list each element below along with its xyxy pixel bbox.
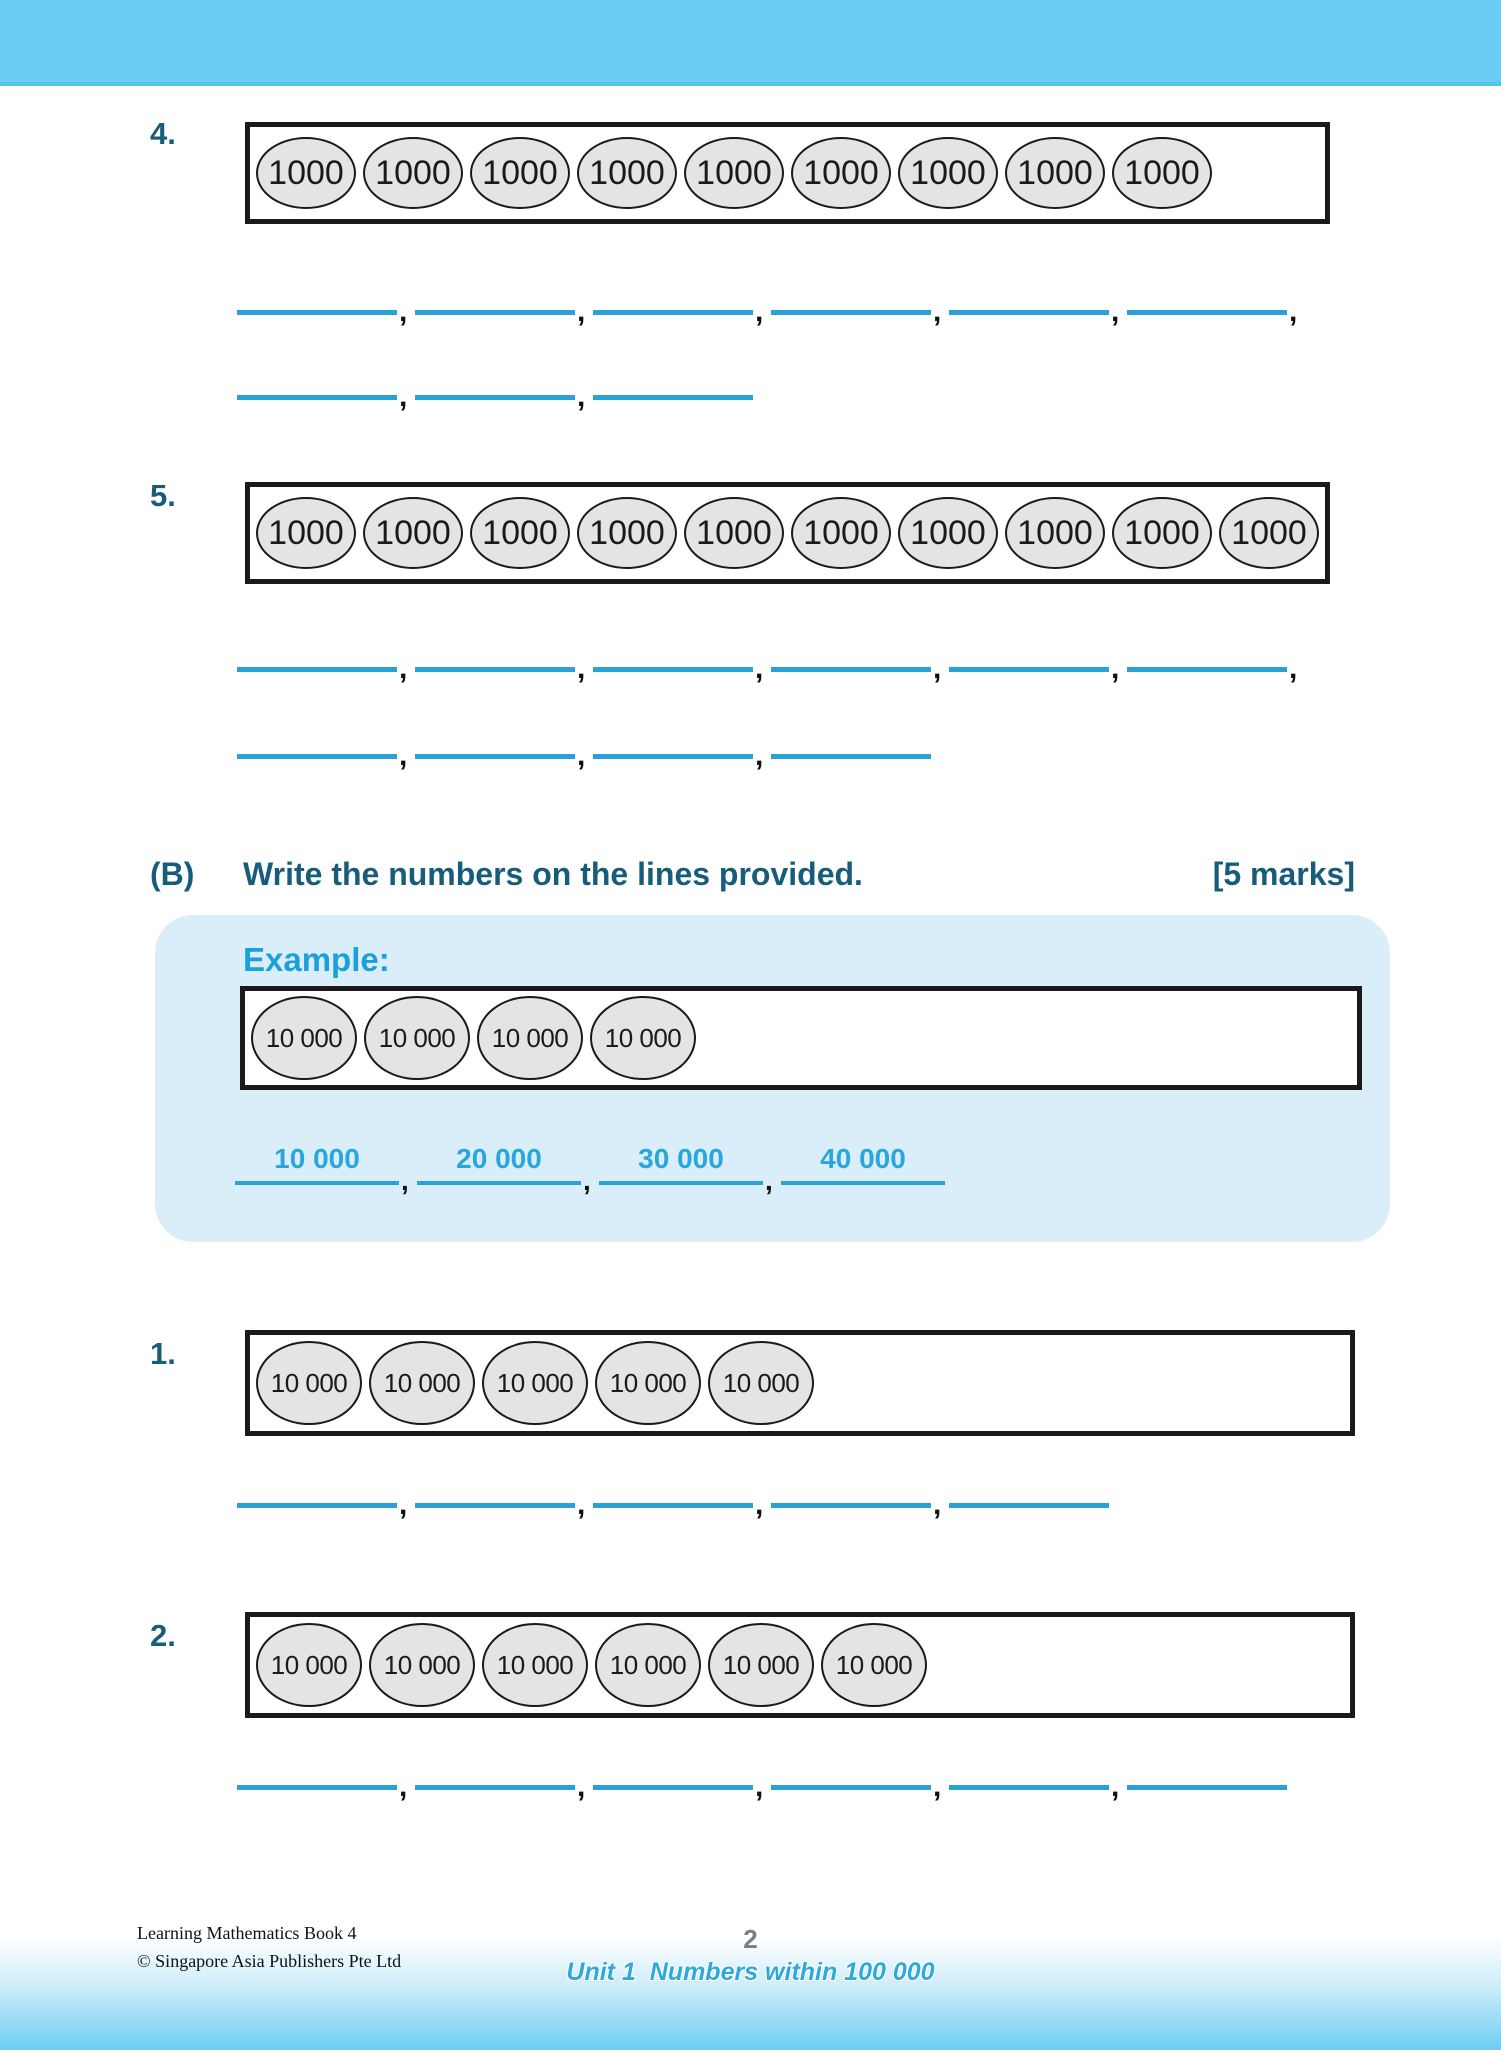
number-disc: 1000 [1005, 137, 1105, 209]
number-disc: 10 000 [364, 996, 470, 1080]
comma-separator: , [1111, 295, 1120, 328]
number-disc: 10 000 [821, 1623, 927, 1707]
number-disc: 1000 [256, 137, 356, 209]
answer-blank [237, 1759, 397, 1790]
answer-blank [771, 1477, 931, 1508]
comma-separator: , [1289, 652, 1298, 685]
disc-box [240, 986, 1362, 1090]
example-answer: 40 000 [781, 1143, 945, 1185]
comma-separator: , [755, 1488, 764, 1521]
number-disc: 1000 [1112, 497, 1212, 569]
number-disc: 10 000 [595, 1623, 701, 1707]
number-disc: 10 000 [482, 1341, 588, 1425]
comma-separator: , [577, 739, 586, 772]
number-disc: 1000 [791, 497, 891, 569]
number-disc: 10 000 [482, 1623, 588, 1707]
comma-separator: , [755, 295, 764, 328]
number-disc: 1000 [898, 137, 998, 209]
question-number: 5. [150, 478, 176, 513]
number-disc: 10 000 [251, 996, 357, 1080]
answer-blank [949, 641, 1109, 672]
answer-blank [1127, 284, 1287, 315]
answer-blank [593, 369, 753, 400]
number-disc: 1000 [363, 137, 463, 209]
answer-blank [771, 284, 931, 315]
comma-separator: , [577, 1488, 586, 1521]
answer-blank [771, 728, 931, 759]
comma-separator: , [933, 1770, 942, 1803]
number-disc: 10 000 [590, 996, 696, 1080]
comma-separator: , [577, 295, 586, 328]
footer-copyright: © Singapore Asia Publishers Pte Ltd [137, 1950, 402, 1971]
section-marks: [5 marks] [1212, 856, 1355, 892]
number-disc: 1000 [470, 497, 570, 569]
comma-separator: , [933, 295, 942, 328]
comma-separator: , [1289, 295, 1298, 328]
comma-separator: , [577, 1770, 586, 1803]
comma-separator: , [399, 1770, 408, 1803]
section-instruction: Write the numbers on the lines provided. [243, 856, 863, 892]
number-disc: 1000 [470, 137, 570, 209]
answer-blank [949, 1759, 1109, 1790]
comma-separator: , [755, 1770, 764, 1803]
section-b-heading [150, 856, 1355, 893]
answer-blank [949, 1477, 1109, 1508]
answer-blank [771, 641, 931, 672]
number-disc: 1000 [1005, 497, 1105, 569]
example-answer: 30 000 [599, 1143, 763, 1185]
number-disc: 1000 [256, 497, 356, 569]
number-disc: 1000 [684, 497, 784, 569]
answer-blank [415, 284, 575, 315]
answer-blank [415, 369, 575, 400]
question-number: 2. [150, 1618, 176, 1653]
answer-line-row [237, 284, 1305, 328]
example-panel [155, 915, 1390, 1242]
example-answer: 20 000 [417, 1143, 581, 1185]
header-band [0, 0, 1501, 86]
number-disc: 1000 [1112, 137, 1212, 209]
number-disc: 10 000 [595, 1341, 701, 1425]
number-disc: 1000 [577, 497, 677, 569]
comma-separator: , [765, 1165, 773, 1196]
comma-separator: , [1111, 652, 1120, 685]
number-disc: 10 000 [708, 1623, 814, 1707]
disc-box [245, 122, 1330, 224]
comma-separator: , [755, 739, 764, 772]
answer-blank [237, 728, 397, 759]
example-answers-row [235, 1143, 945, 1196]
number-disc: 10 000 [369, 1623, 475, 1707]
answer-blank [415, 1759, 575, 1790]
example-label: Example: [243, 941, 390, 978]
page-number: 2 [743, 1924, 758, 1954]
number-disc: 10 000 [477, 996, 583, 1080]
number-disc: 1000 [1219, 497, 1319, 569]
answer-blank [1127, 1759, 1287, 1790]
comma-separator: , [399, 652, 408, 685]
unit-label: Unit 1 Numbers within 100 000 [566, 1958, 935, 1986]
answer-blank [237, 641, 397, 672]
comma-separator: , [1111, 1770, 1120, 1803]
number-disc: 1000 [684, 137, 784, 209]
answer-blank [593, 728, 753, 759]
comma-separator: , [577, 652, 586, 685]
answer-blank [1127, 641, 1287, 672]
number-disc: 1000 [898, 497, 998, 569]
number-disc: 1000 [363, 497, 463, 569]
answer-blank [415, 1477, 575, 1508]
comma-separator: , [399, 739, 408, 772]
number-disc: 1000 [791, 137, 891, 209]
answer-line-row [237, 728, 931, 772]
answer-blank [593, 1477, 753, 1508]
question-number: 4. [150, 116, 176, 151]
answer-line-row [237, 641, 1305, 685]
question-number: 1. [150, 1336, 176, 1371]
comma-separator: , [401, 1165, 409, 1196]
number-disc: 10 000 [708, 1341, 814, 1425]
answer-blank [949, 284, 1109, 315]
comma-separator: , [583, 1165, 591, 1196]
number-disc: 10 000 [256, 1623, 362, 1707]
example-answer: 10 000 [235, 1143, 399, 1185]
number-disc: 10 000 [256, 1341, 362, 1425]
number-disc: 1000 [577, 137, 677, 209]
answer-line-row [237, 369, 753, 413]
comma-separator: , [933, 652, 942, 685]
footer-book-title: Learning Mathematics Book 4 [137, 1923, 357, 1943]
comma-separator: , [399, 295, 408, 328]
answer-blank [771, 1759, 931, 1790]
answer-blank [415, 641, 575, 672]
disc-box [245, 482, 1330, 584]
answer-blank [237, 284, 397, 315]
comma-separator: , [399, 380, 408, 413]
answer-blank [593, 1759, 753, 1790]
comma-separator: , [755, 652, 764, 685]
answer-blank [237, 369, 397, 400]
answer-line-row [237, 1759, 1287, 1803]
comma-separator: , [933, 1488, 942, 1521]
answer-line-row [237, 1477, 1109, 1521]
answer-blank [593, 641, 753, 672]
disc-box [245, 1330, 1355, 1436]
disc-box [245, 1612, 1355, 1718]
comma-separator: , [577, 380, 586, 413]
answer-blank [593, 284, 753, 315]
answer-blank [415, 728, 575, 759]
number-disc: 10 000 [369, 1341, 475, 1425]
answer-blank [237, 1477, 397, 1508]
comma-separator: , [399, 1488, 408, 1521]
section-label: (B) [150, 856, 195, 892]
